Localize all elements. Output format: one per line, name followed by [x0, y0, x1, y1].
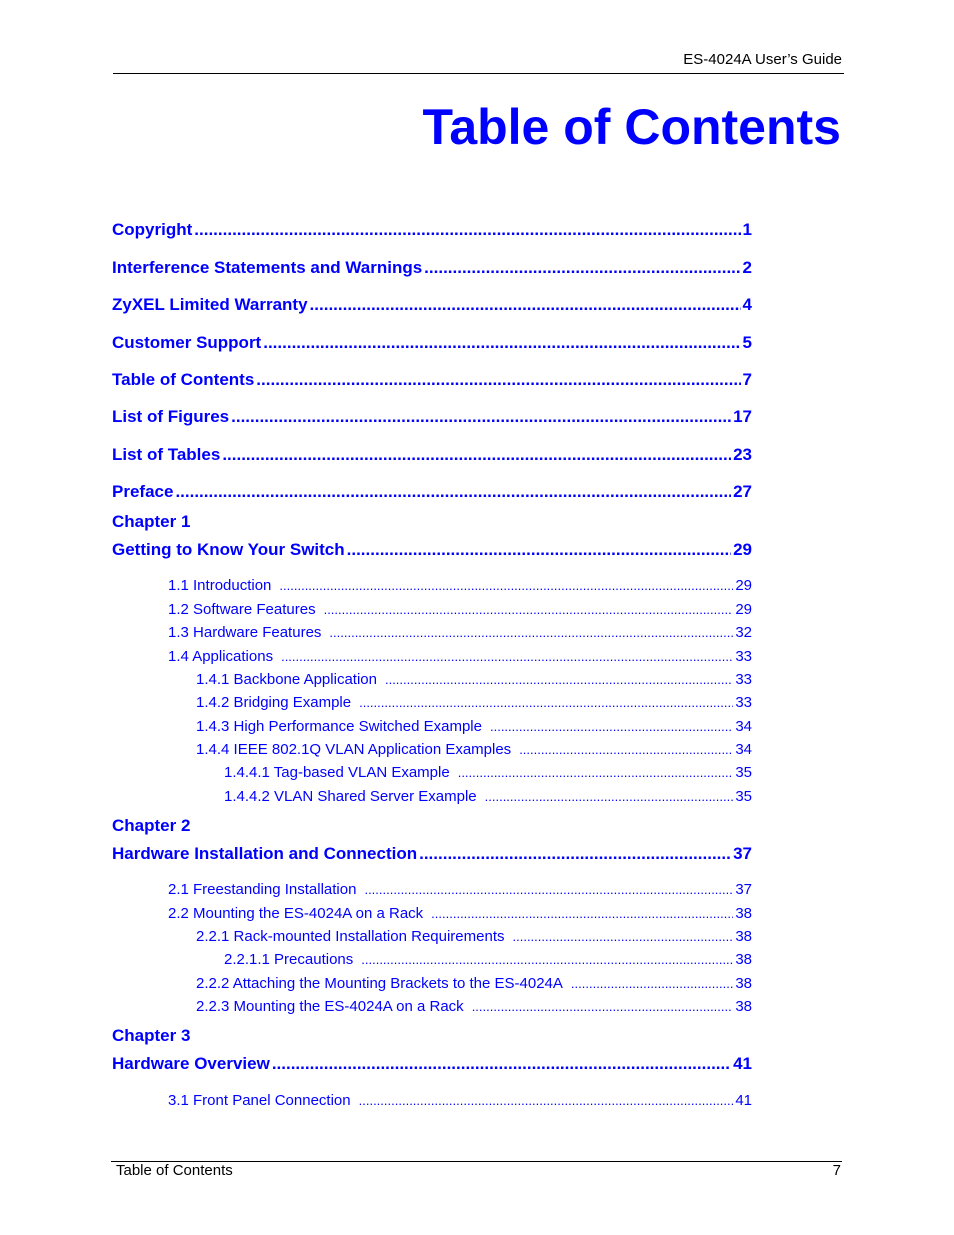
toc-entry[interactable]	[112, 406, 752, 428]
toc-dot-leader	[279, 576, 733, 596]
toc-entry-label: Customer Support	[112, 333, 262, 352]
toc-page-number: 23	[733, 445, 752, 464]
toc-entry-label: Hardware Overview	[112, 1054, 270, 1073]
toc-entry-label: 1.4 Applications	[168, 648, 274, 665]
toc-entry-label: 2.2.3 Mounting the ES-4024A on a Rack	[196, 998, 464, 1015]
guide-title: ES-4024A User’s Guide	[683, 51, 842, 68]
toc-entry[interactable]	[112, 332, 752, 354]
toc-entry-label: 1.4.4 IEEE 802.1Q VLAN Application Examples	[196, 741, 512, 758]
toc-entry[interactable]	[168, 576, 752, 596]
toc-entry[interactable]	[196, 997, 752, 1017]
toc-page-number: 38	[735, 975, 752, 992]
toc-entry-label: Getting to Know Your Switch	[112, 540, 345, 559]
toc-entry-label: 1.2 Software Features	[168, 601, 316, 618]
toc-page-number: 1	[742, 220, 752, 239]
toc-dot-leader	[359, 693, 733, 713]
toc-entry[interactable]	[196, 670, 752, 690]
toc-dot-leader	[310, 294, 741, 316]
toc-page-number: 32	[735, 624, 752, 641]
toc-page-number: 34	[735, 741, 752, 758]
toc-chapter-entry[interactable]	[112, 539, 752, 561]
toc-entry[interactable]	[224, 787, 752, 807]
toc-dot-leader	[222, 444, 731, 466]
toc-entry-label: 1.4.1 Backbone Application	[196, 671, 377, 688]
toc-entry[interactable]	[196, 717, 752, 737]
toc-page-number: 41	[735, 1092, 752, 1109]
toc-entry-label: 2.2.1 Rack-mounted Installation Requirements	[196, 928, 505, 945]
toc-entry[interactable]	[196, 693, 752, 713]
toc-page-number: 2	[742, 258, 752, 277]
toc-chapter-entry[interactable]	[112, 843, 752, 865]
toc-entry-label: 1.4.4.1 Tag-based VLAN Example	[224, 764, 450, 781]
toc-entry-label: 1.3 Hardware Features	[168, 624, 322, 641]
toc-dot-leader	[519, 740, 733, 760]
toc-dot-leader	[385, 670, 733, 690]
toc-page-number: 38	[735, 905, 752, 922]
toc-entry-label: 2.2 Mounting the ES-4024A on a Rack	[168, 905, 424, 922]
toc-entry[interactable]	[224, 763, 752, 783]
toc-chapter-entry[interactable]	[112, 1053, 752, 1075]
toc-entry[interactable]	[112, 294, 752, 316]
toc-entry[interactable]	[224, 950, 752, 970]
toc-dot-leader	[458, 763, 734, 783]
toc-page-number: 37	[735, 881, 752, 898]
toc-page-number: 33	[735, 694, 752, 711]
toc-page-number: 41	[733, 1054, 752, 1073]
toc-dot-leader	[424, 257, 740, 279]
toc-dot-leader	[364, 880, 733, 900]
toc-entry-label: 1.4.2 Bridging Example	[196, 694, 352, 711]
toc-entry[interactable]	[168, 600, 752, 620]
toc-entry[interactable]	[112, 369, 752, 391]
toc-entry-label: 2.2.1.1 Precautions	[224, 951, 354, 968]
toc-entry[interactable]	[168, 880, 752, 900]
toc-page-number: 35	[735, 788, 752, 805]
toc-page-number: 17	[733, 407, 752, 426]
toc-entry[interactable]	[196, 740, 752, 760]
toc-page-number: 33	[735, 671, 752, 688]
toc-dot-leader	[571, 974, 733, 994]
toc-dot-leader	[263, 332, 740, 354]
toc-entry-label: List of Tables	[112, 445, 221, 464]
toc-dot-leader	[175, 481, 731, 503]
toc-page-number: 38	[735, 951, 752, 968]
toc-dot-leader	[281, 647, 733, 667]
toc-entry-label: 2.1 Freestanding Installation	[168, 881, 357, 898]
toc-dot-leader	[419, 843, 731, 865]
toc-dot-leader	[490, 717, 733, 737]
toc-page-number: 29	[735, 577, 752, 594]
toc-dot-leader	[359, 1091, 734, 1111]
toc-dot-leader	[485, 787, 734, 807]
toc-page-number: 27	[733, 482, 752, 501]
toc-entry-label: Preface	[112, 482, 174, 501]
footer-page-number: 7	[832, 1162, 841, 1179]
toc-entry-label: 3.1 Front Panel Connection	[168, 1092, 351, 1109]
page-title: Table of Contents	[422, 99, 841, 155]
toc-dot-leader	[472, 997, 734, 1017]
toc-dot-leader	[361, 950, 733, 970]
toc-entry[interactable]	[168, 904, 752, 924]
toc-dot-leader	[347, 539, 731, 561]
toc-dot-leader	[256, 369, 740, 391]
toc-page-number: 4	[742, 295, 752, 314]
toc-entry-label: List of Figures	[112, 407, 230, 426]
toc-dot-leader	[513, 927, 734, 947]
chapter-number[interactable]: Chapter 2	[112, 816, 191, 835]
toc-entry-label: 1.4.4.2 VLAN Shared Server Example	[224, 788, 477, 805]
toc-entry[interactable]	[112, 257, 752, 279]
toc-dot-leader	[231, 406, 731, 428]
toc-page-number: 29	[735, 601, 752, 618]
toc-entry-label: 2.2.2 Attaching the Mounting Brackets to the ES-4024A	[196, 975, 563, 992]
toc-entry-label: 1.1 Introduction	[168, 577, 272, 594]
toc-dot-leader	[324, 600, 734, 620]
toc-page-number: 5	[742, 333, 752, 352]
toc-page-number: 7	[742, 370, 752, 389]
toc-dot-leader	[272, 1053, 731, 1075]
toc-entry[interactable]	[196, 974, 752, 994]
toc-page-number: 38	[735, 998, 752, 1015]
toc-entry[interactable]	[168, 623, 752, 643]
toc-entry-label: Interference Statements and Warnings	[112, 258, 423, 277]
toc-page-number: 33	[735, 648, 752, 665]
footer-section: Table of Contents	[116, 1162, 233, 1179]
toc-page-number: 38	[735, 928, 752, 945]
chapter-number[interactable]: Chapter 3	[112, 1026, 191, 1045]
toc-page-number: 35	[735, 764, 752, 781]
toc-entry-label: 1.4.3 High Performance Switched Example	[196, 718, 482, 735]
toc-entry[interactable]	[112, 219, 752, 241]
toc-entry[interactable]	[196, 927, 752, 947]
toc-entry[interactable]	[168, 1091, 752, 1111]
toc-dot-leader	[329, 623, 733, 643]
chapter-number[interactable]: Chapter 1	[112, 512, 191, 531]
toc-entry-label: ZyXEL Limited Warranty	[112, 295, 308, 314]
toc-dot-leader	[431, 904, 733, 924]
toc-page-number: 29	[733, 540, 752, 559]
toc-page-number: 34	[735, 718, 752, 735]
toc-dot-leader	[194, 219, 740, 241]
toc-entry-label: Copyright	[112, 220, 193, 239]
toc-entry[interactable]	[112, 444, 752, 466]
toc-entry[interactable]	[168, 647, 752, 667]
toc-page-number: 37	[733, 844, 752, 863]
toc-entry-label: Hardware Installation and Connection	[112, 844, 418, 863]
toc-entry[interactable]	[112, 481, 752, 503]
toc-entry-label: Table of Contents	[112, 370, 255, 389]
